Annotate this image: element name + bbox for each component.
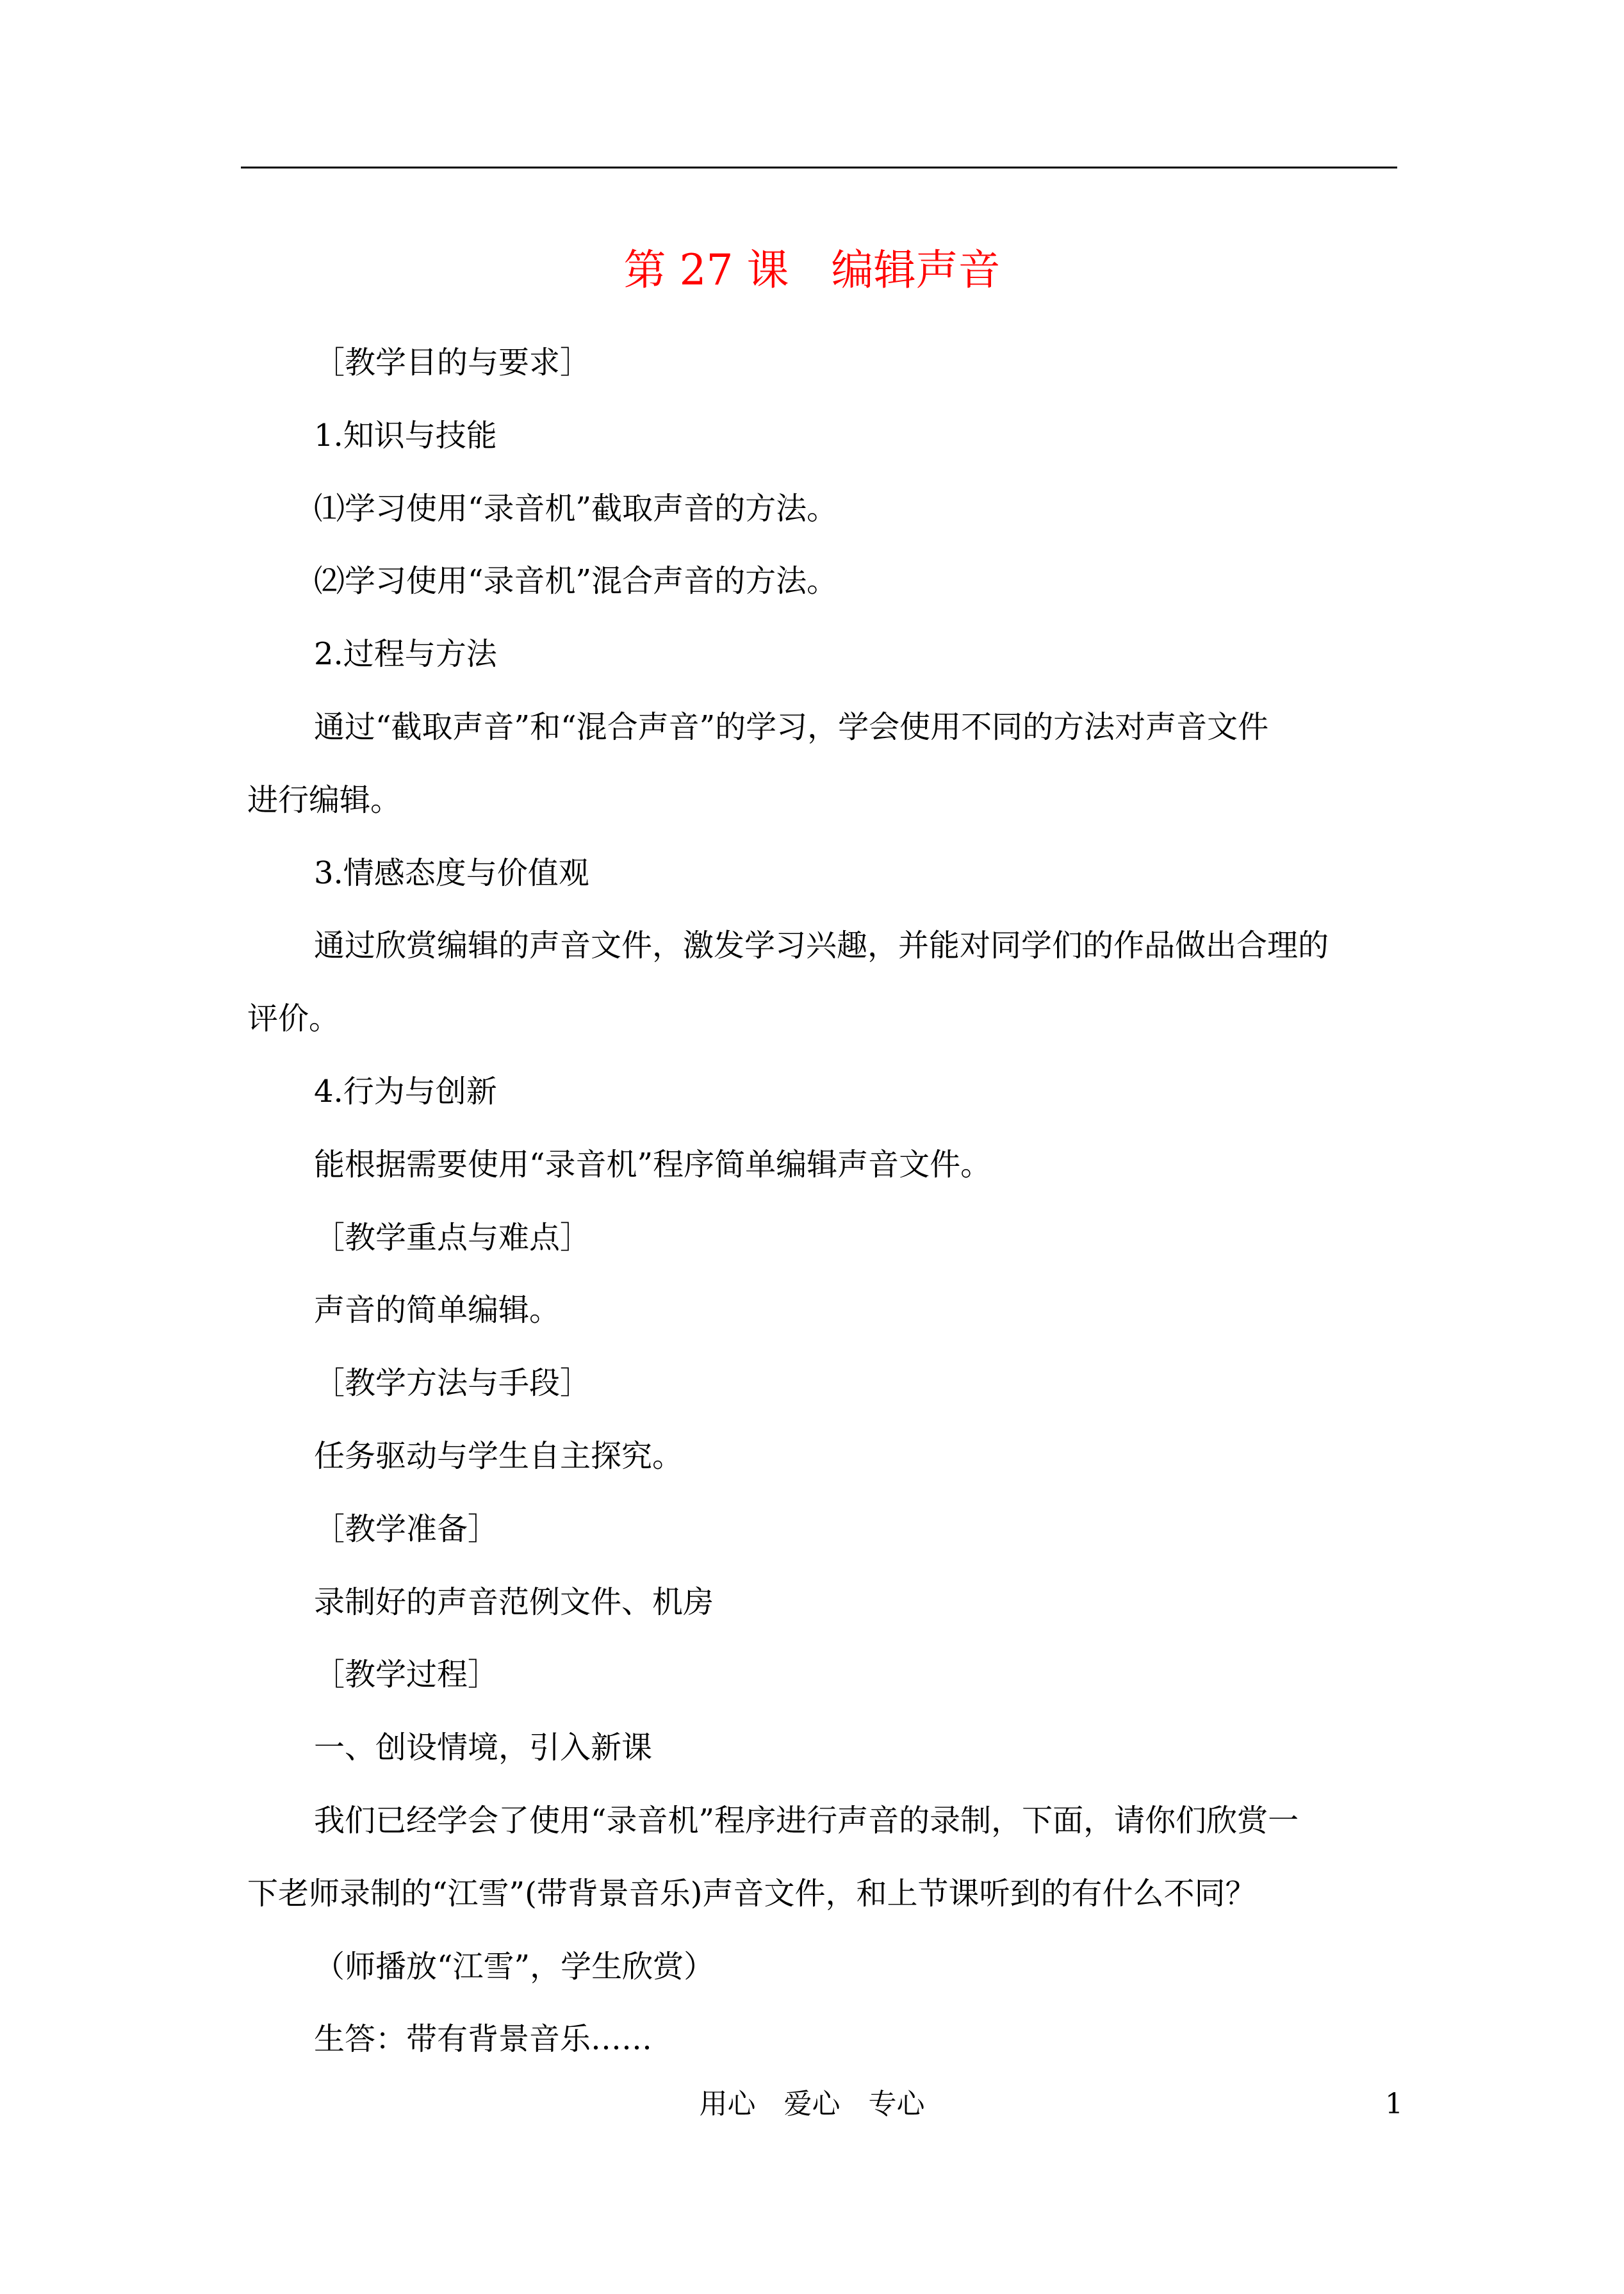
lesson-title: 第 27 课 编辑声音 <box>623 245 1001 295</box>
text-line: 下老师录制的“江雪”(带背景音乐)声音文件，和上节课听到的有什么不同？ <box>247 1875 1256 1912</box>
header-rule <box>241 167 1397 168</box>
page-number: 1 <box>1385 2088 1403 2120</box>
text-line: ［教学重点与难点］ <box>314 1219 591 1256</box>
text-line: 1.知识与技能 <box>314 417 497 454</box>
text-line: 进行编辑。 <box>247 782 402 818</box>
text-line: （师播放“江雪”，学生欣赏） <box>314 1948 715 1985</box>
page-footer <box>0 2079 1624 2130</box>
text-line: ［教学方法与手段］ <box>314 1365 591 1402</box>
text-line: ［教学准备］ <box>314 1511 499 1547</box>
text-line: 2.过程与方法 <box>314 636 497 673</box>
text-line: 能根据需要使用“录音机”程序简单编辑声音文件。 <box>314 1146 992 1183</box>
document-body <box>247 327 1400 2076</box>
text-line: 我们已经学会了使用“录音机”程序进行声音的录制，下面，请你们欣赏一 <box>314 1802 1299 1839</box>
text-line: ⑴学习使用“录音机”截取声音的方法。 <box>314 490 838 527</box>
footer-motto: 用心 爱心 专心 <box>699 2088 925 2120</box>
text-line: ⑵学习使用“录音机”混合声音的方法。 <box>314 563 838 600</box>
text-line: 4.行为与创新 <box>314 1073 497 1110</box>
text-line: 任务驱动与学生自主探究。 <box>314 1438 684 1474</box>
text-line: 评价。 <box>247 1001 340 1037</box>
text-line: 通过欣赏编辑的声音文件，激发学习兴趣，并能对同学们的作品做出合理的 <box>314 928 1329 964</box>
text-line: 录制好的声音范例文件、机房 <box>314 1584 714 1620</box>
text-line: 生答：带有背景音乐…… <box>314 2021 653 2058</box>
text-line: ［教学过程］ <box>314 1657 499 1693</box>
text-line: ［教学目的与要求］ <box>314 345 591 381</box>
text-line: 3.情感态度与价值观 <box>314 855 589 891</box>
text-line: 一、创设情境，引入新课 <box>314 1730 653 1766</box>
text-line: 通过“截取声音”和“混合声音”的学习，学会使用不同的方法对声音文件 <box>314 709 1269 745</box>
text-line: 声音的简单编辑。 <box>314 1292 561 1329</box>
